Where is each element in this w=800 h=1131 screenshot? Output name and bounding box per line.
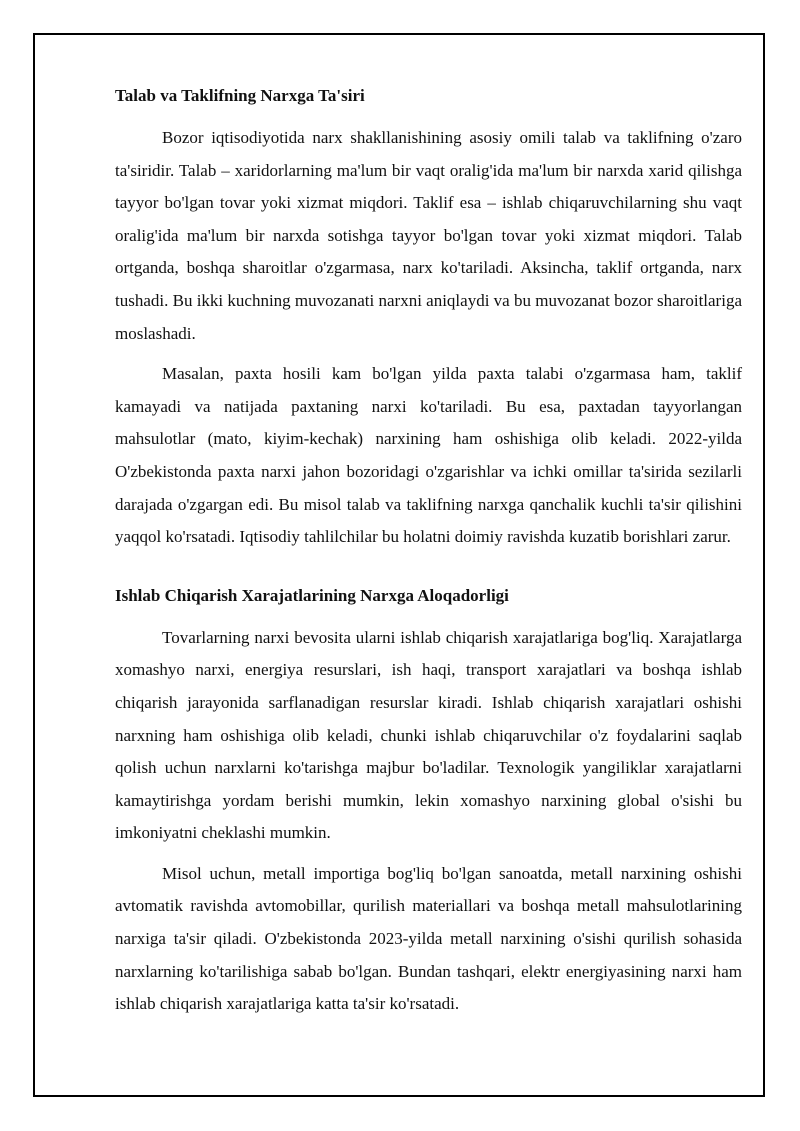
section-spacer [115,562,742,584]
section-production-costs [115,584,742,1021]
document-body [115,84,742,1029]
paragraph: Masalan, paxta hosili kam bo'lgan yilda paxta talabi o'zgarmasa ham, taklif kamayadi va natijada paxtaning narxi ko'tariladi. Bu esa, paxtadan tayyorlangan mahsulotlar (mato, kiyim-kechak) narxining ham oshishiga olib keladi. 2022-yilda O'zbekistonda paxta narxi jahon bozoridagi o'zgarishlar va ichki omillar ta'sirida sezilarli darajada o'zgargan edi. Bu misol talab va taklifning narxga qanchalik kuchli ta'sir qilishini yaqqol ko'rsatadi. Iqtisodiy tahlilchilar bu holatni doimiy ravishda kuzatib borishlari zarur. [115,364,742,547]
section-supply-demand [115,84,742,554]
paragraph: Misol uchun, metall importiga bog'liq bo'lgan sanoatda, metall narxining oshishi avtomatik ravishda avtomobillar, qurilish materiallari va boshqa metall mahsulotlarining narxiga ta'sir qiladi. O'zbekistonda 2023-yilda metall narxining o'sishi qurilish sohasida narxlarning ko'tarilishiga sabab bo'lgan. Bundan tashqari, elektr energiyasining narxi ham ishlab chiqarish xarajatlariga katta ta'sir ko'rsatadi. [115,863,742,1014]
paragraph: Bozor iqtisodiyotida narx shakllanishining asosiy omili talab va taklifning o'zaro ta'siridir. Talab – xaridorlarning ma'lum bir vaqt oralig'ida ma'lum bir narxda xarid qilishga tayyor bo'lgan tovar yoki xizmat miqdori. Taklif esa – ishlab chiqaruvchilarning shu vaqt oralig'ida ma'lum bir narxda sotishga tayyor bo'lgan tovar yoki xizmat miqdori. Talab ortganda, boshqa sharoitlar o'zgarmasa, narx ko'tariladi. Aksincha, taklif ortganda, narx tushadi. Bu ikki kuchning muvozanati narxni aniqlaydi va bu muvozanat bozor sharoitlariga moslashadi. [115,128,742,343]
section-heading: Ishlab Chiqarish Xarajatlarining Narxga Aloqadorligi [115,585,509,605]
paragraph: Tovarlarning narxi bevosita ularni ishlab chiqarish xarajatlariga bog'liq. Xarajatlarga xomashyo narxi, energiya resurslari, ish haqi, transport xarajatlari va boshqa ishlab chiqarish jarayonida sarflanadigan resurslar kiradi. Ishlab chiqarish xarajatlari oshishi narxning ham oshishiga olib keladi, chunki ishlab chiqaruvchilar o'z foydalarini saqlab qolish uchun narxlarni ko'tarishga majbur bo'ladilar. Texnologik yangiliklar xarajatlarni kamaytirishga yordam berishi mumkin, lekin xomashyo narxining global o'sishi bu imkoniyatni cheklashi mumkin. [115,627,742,843]
section-heading: Talab va Taklifning Narxga Ta'siri [115,86,365,105]
